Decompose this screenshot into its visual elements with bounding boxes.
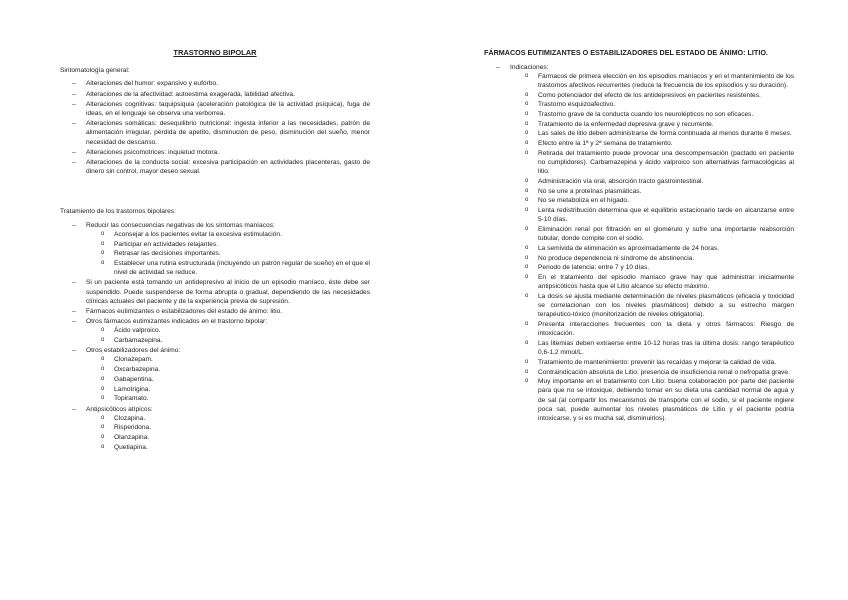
indicacion-text: Periodo de latencia: entre 7 y 10 días. bbox=[538, 264, 650, 272]
indicacion-item bbox=[510, 244, 794, 253]
tratamiento-item bbox=[60, 221, 370, 278]
indicacion-text: No se une a proteínas plasmáticas. bbox=[538, 187, 642, 195]
tratamiento-subitem bbox=[86, 259, 370, 277]
indicacion-item bbox=[510, 273, 794, 291]
indicacion-text: No produce dependencia ni síndrome de abstinencia. bbox=[538, 254, 695, 262]
indicacion-item bbox=[510, 292, 794, 320]
tratamiento-item bbox=[60, 405, 370, 453]
litio-heading: FÁRMACOS EUTIMIZANTES O ESTABILIZADORES DEL ESTADO DE ÁNIMO: LITIO. bbox=[484, 48, 768, 57]
indicacion-item bbox=[510, 129, 794, 138]
indicacion-item bbox=[510, 187, 794, 196]
indicacion-item bbox=[510, 377, 794, 423]
tratamiento-subitem bbox=[86, 249, 370, 258]
indicacion-item bbox=[510, 263, 794, 272]
sintoma-text: Alteraciones de la afectividad: autoestima exagerada, labilidad afectiva. bbox=[86, 90, 295, 98]
tratamiento-subitem-text: Establecer una rutina estructurada (incluyendo un patrón regular de sueño) en el que el nivel de actividad se reduce. bbox=[114, 259, 370, 277]
indicacion-item bbox=[510, 110, 794, 119]
indicacion-item bbox=[510, 320, 794, 338]
indicacion-text: En el tratamiento del episodio maníaco grave hay que administrar inicialmente antipsicóticos hasta que el Litio alcance su efecto máximo. bbox=[538, 273, 794, 291]
indicacion-item bbox=[510, 254, 794, 263]
indicacion-item bbox=[510, 120, 794, 129]
indicacion-text: Retirada del tratamiento puede provocar una descompensación (pactado en paciente no cumplidores). Carbamazepina y ácido valproico son alternativas farmacológicas al litio. bbox=[538, 149, 794, 176]
tratamiento-sublist bbox=[86, 230, 370, 278]
indicacion-item bbox=[510, 149, 794, 177]
tratamiento-subitem-text: Participar en actividades relajantes. bbox=[114, 240, 219, 248]
tratamiento-subitem bbox=[86, 365, 370, 374]
tratamiento-item bbox=[60, 278, 370, 306]
indicacion-text: Trastorno grave de la conducta cuando los neurolépticos no son eficaces. bbox=[538, 111, 754, 119]
tratamiento-subitem bbox=[86, 385, 370, 394]
indicacion-text: Efecto entre la 1ª y 2ª semana de tratamiento. bbox=[538, 140, 673, 148]
indicacion-text: Fármacos de primera elección en los episodios maníacos y en el mantenimiento de los trastornos afectivos recurrentes (reduce la frecuencia de los episodios y su duración). bbox=[538, 72, 794, 89]
indicacion-text: Administración vía oral, absorción tracto gastrointestinal. bbox=[538, 177, 704, 185]
tratamiento-subitem-text: Retrasar las decisiones importantes. bbox=[114, 250, 221, 258]
sintoma-item bbox=[60, 119, 370, 147]
tratamiento-subitem bbox=[86, 394, 370, 403]
indicacion-item bbox=[510, 206, 794, 224]
tratamiento-subitem bbox=[86, 375, 370, 384]
tratamiento-subitem-text: Topiramato. bbox=[114, 395, 149, 403]
indicacion-item bbox=[510, 368, 794, 377]
indicacion-item bbox=[510, 72, 794, 90]
tratamiento-list bbox=[60, 221, 370, 452]
tratamiento-sublist bbox=[86, 326, 370, 345]
indicacion-text: Contraindicación absoluta de Litio: presencia de insuficiencia renal o nefropatía grave. bbox=[538, 368, 790, 376]
indicacion-text: Lenta redistribución determina que el equilibrio estacionario tarde en alcanzarse entre 5-10 días. bbox=[538, 207, 794, 224]
sintoma-item bbox=[60, 158, 370, 176]
section-heading-tratamiento: Tratamiento de los trastornos bipolares: bbox=[60, 208, 176, 216]
indicacion-item bbox=[510, 139, 794, 148]
sintoma-text: Alteraciones de la conducta social: excesiva participación en actividades placenteras, gasto de dinero sin control, mayor deseo sexual. bbox=[86, 159, 370, 176]
tratamiento-subitem-text: Quetiapina. bbox=[114, 443, 148, 451]
tratamiento-subitem-text: Clozapina. bbox=[114, 414, 146, 422]
tratamiento-subitem-text: Clonazepam. bbox=[114, 356, 153, 364]
indicacion-text: Muy importante en el tratamiento con Litio: buena colaboración por parte del paciente para que no se intoxique, debiendo tomar en su dieta una cantidad normal de agua y de sal (al compartir los mecanismos de transporte con el sodio, si el paciente ingiere poca sal, puede aumentar los niveles plasmáticos de Litio y el paciente podría intoxicarse, y si es mucha sal, disminuirlos). bbox=[538, 378, 794, 423]
indicaciones-heading: Indicaciones: bbox=[510, 63, 549, 71]
list-item bbox=[484, 63, 794, 424]
tratamiento-item bbox=[60, 317, 370, 345]
sintomas-list bbox=[60, 79, 370, 176]
document-title: TRASTORNO BIPOLAR bbox=[173, 48, 257, 57]
tratamiento-subitem-text: Gabapentina. bbox=[114, 375, 154, 383]
indicaciones-outer-list bbox=[484, 63, 794, 424]
tratamiento-item bbox=[60, 307, 370, 316]
tratamiento-text: Si un paciente está tomando un antidepresivo al inicio de un episodio maníaco, éste debe ser suspendido. Puede suspenderse de forma abrupta o gradual, dependiendo de las necesidades clínicas actuales del paciente y de la experiencia previa de supresión. bbox=[86, 279, 370, 305]
tratamiento-subitem-text: Risperidona. bbox=[114, 424, 152, 432]
tratamiento-subitem bbox=[86, 240, 370, 249]
sintoma-item bbox=[60, 90, 370, 99]
indicacion-item bbox=[510, 358, 794, 367]
indicacion-text: La dosis se ajusta mediante determinación de niveles plasmáticos (eficacia y toxicidad se correlacionan con los niveles plasmáticos) debido a su estrecho margen terapéutico-tóxico (monitorización de niveles obligatoria). bbox=[538, 292, 794, 319]
sintoma-text: Alteraciones psicomotrices: inquietud motora. bbox=[86, 148, 220, 156]
tratamiento-subitem bbox=[86, 326, 370, 335]
tratamiento-subitem bbox=[86, 423, 370, 432]
tratamiento-sublist bbox=[86, 355, 370, 403]
indicacion-text: Trastorno esquizoafectivo. bbox=[538, 101, 616, 109]
tratamiento-subitem-text: Oxcarbazepina. bbox=[114, 366, 161, 374]
indicacion-item bbox=[510, 100, 794, 109]
indicacion-text: Presenta interacciones frecuentes con la dieta y otros fármacos: Riesgo de intoxicación. bbox=[538, 320, 794, 338]
tratamiento-subitem-text: Aconsejar a los pacientes evitar la excesiva estimulación. bbox=[114, 230, 282, 238]
sintoma-item bbox=[60, 79, 370, 88]
tratamiento-subitem-text: Olanzapina. bbox=[114, 434, 150, 442]
indicacion-item bbox=[510, 196, 794, 205]
indicacion-text: Eliminación renal por filtración en el glomérulo y sufre una importante reabsorción tubular, donde compite con el sodio. bbox=[538, 225, 794, 243]
section-heading-sintomatologia: Sintomatología general: bbox=[60, 67, 130, 75]
tratamiento-subitem-text: Carbamazepina. bbox=[114, 337, 163, 345]
tratamiento-subitem bbox=[86, 336, 370, 345]
tratamiento-subitem bbox=[86, 414, 370, 423]
tratamiento-text: Reducir las consecuencias negativas de los síntomas maníacos: bbox=[86, 221, 275, 229]
sintoma-item bbox=[60, 100, 370, 118]
sintoma-text: Alteraciones cognitivas: taquipsiquia (aceleración patológica de la actividad psíquica), fuga de ideas, en el lenguaje se observa una verborrea. bbox=[86, 100, 370, 118]
tratamiento-subitem-text: Ácido valproico. bbox=[114, 327, 161, 335]
indicacion-text: Tratamiento de la enfermedad depresiva grave y recurrente. bbox=[538, 120, 714, 128]
indicacion-text: Como potenciador del efecto de los antidepresivos en pacientes resistentes. bbox=[538, 91, 761, 99]
indicacion-item bbox=[510, 225, 794, 243]
indicacion-text: Las sales de litio deben administrarse de forma continuada al menos durante 6 meses. bbox=[538, 130, 792, 138]
sintoma-text: Alteraciones del humor: expansivo y eufórbo. bbox=[86, 80, 218, 88]
indicacion-item bbox=[510, 177, 794, 186]
tratamiento-subitem bbox=[86, 433, 370, 442]
indicacion-text: Tratamiento de mantenimiento: prevenir las recaídas y mejorar la calidad de vida. bbox=[538, 358, 776, 366]
tratamiento-text: Antipsicóticos atípicos: bbox=[86, 405, 153, 413]
left-column bbox=[60, 48, 370, 453]
indicacion-text: No se metaboliza en el hígado. bbox=[538, 197, 629, 205]
right-column bbox=[484, 48, 794, 424]
tratamiento-item bbox=[60, 346, 370, 403]
tratamiento-subitem-text: Lamotrigina. bbox=[114, 385, 151, 393]
tratamiento-text: Fármacos eutimizantes o estabilizadores del estado de ánimo: litio. bbox=[86, 307, 283, 315]
tratamiento-text: Otros fármacos eutimizantes indicados en el trastorno bipolar: bbox=[86, 318, 268, 326]
tratamiento-subitem bbox=[86, 230, 370, 239]
tratamiento-sublist bbox=[86, 414, 370, 452]
tratamiento-text: Otros estabilizadores del ánimo: bbox=[86, 347, 181, 355]
indicacion-item bbox=[510, 339, 794, 357]
sintoma-item bbox=[60, 148, 370, 157]
indicacion-item bbox=[510, 91, 794, 100]
tratamiento-subitem bbox=[86, 355, 370, 364]
tratamiento-subitem bbox=[86, 443, 370, 452]
sintoma-text: Alteraciones somáticas: desequilibrio nutricional: ingesta inferior a las necesidades, patrón de alimentación irregular, pérdida de apetito, disminución de peso, disminución del sueño, menor necesidad de descanso. bbox=[86, 120, 370, 146]
indicaciones-list bbox=[510, 72, 794, 424]
indicacion-text: Las litemias deben extraerse entre 10-12 horas tras la última dosis: rango terapéutico 0,6-1,2 mmol/L. bbox=[538, 339, 794, 357]
indicacion-text: La semivida de eliminación es aproximadamente de 24 horas. bbox=[538, 244, 720, 252]
